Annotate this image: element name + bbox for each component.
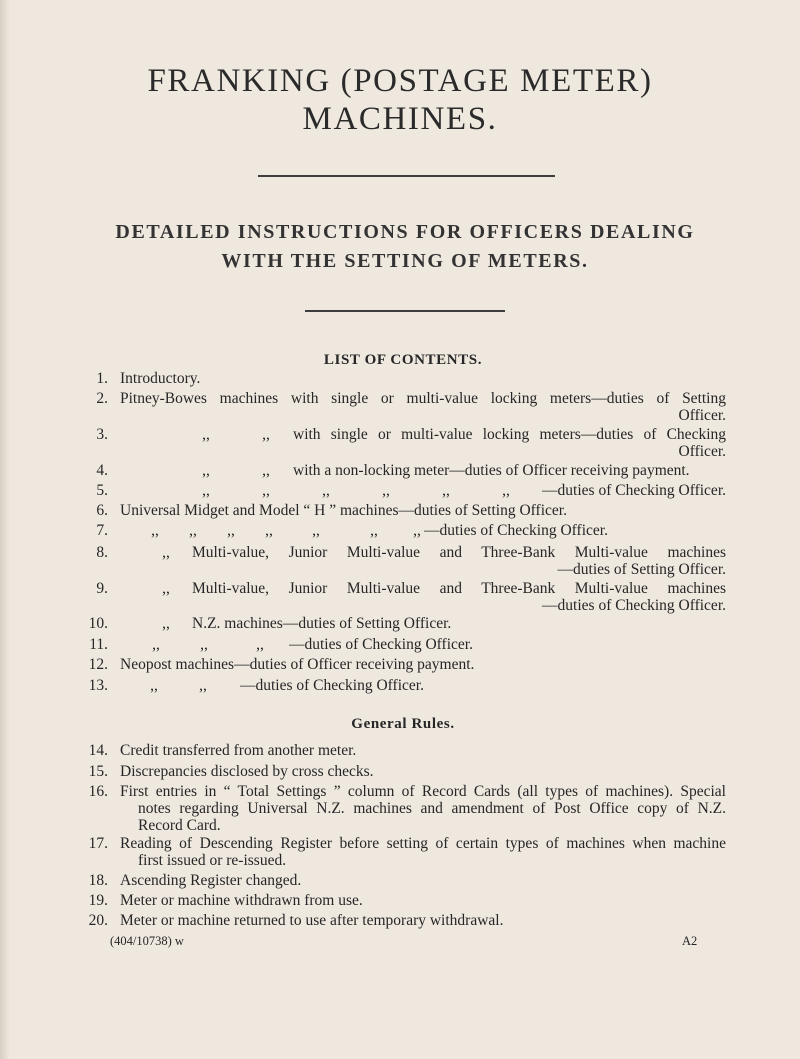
contents-item-10 [80,615,726,632]
item-number: 15. [88,763,108,780]
subtitle-line-2: WITH THE SETTING OF METERS. [221,250,589,272]
item-text: Multi-value, Junior Multi-value and Three-Bank Multi-value machines [192,580,726,597]
ditto-mark: ,, [262,482,270,499]
contents-item-12 [80,656,726,673]
item-number: 5. [96,482,108,499]
contents-item-11 [80,636,726,653]
ditto-mark: ,, [162,615,170,632]
item-text: Meter or machine returned to use after temporary withdrawal. [120,912,504,929]
contents-item-3 [80,426,726,460]
item-number: 10. [88,615,108,632]
item-text: —duties of Checking Officer. [424,522,608,539]
item-number: 13. [88,677,108,694]
item-number: 8. [96,544,108,561]
ditto-mark: ,, [256,636,264,653]
contents-heading: LIST OF CONTENTS. [323,352,483,368]
item-number: 9. [96,580,108,597]
ditto-mark: ,, [202,426,210,443]
item-number: 7. [96,522,108,539]
item-text: with single or multi-value locking meters—duties of Checking [293,426,726,443]
print-reference: (404/10738) w [110,934,184,948]
rules-item-16 [80,783,726,834]
ditto-mark: ,, [227,522,235,539]
item-number: 19. [88,892,108,909]
rules-item-18 [80,872,726,889]
rules-item-19 [80,892,726,909]
item-text-continued: first issued or re-issued. [138,852,287,869]
item-text-continued: Officer. [678,407,726,424]
ditto-mark: ,, [162,580,170,597]
rules-item-14 [80,742,726,759]
item-text: Ascending Register changed. [120,872,302,889]
item-text: Neopost machines—duties of Officer receiving payment. [120,656,475,673]
ditto-mark: ,, [262,426,270,443]
contents-item-5 [80,482,726,499]
item-text: Meter or machine withdrawn from use. [120,892,363,909]
ditto-mark: ,, [502,482,510,499]
item-text: —duties of Checking Officer. [289,636,473,653]
item-text: Pitney-Bowes machines with single or multi-value locking meters—duties of Setting [120,390,726,407]
ditto-mark: ,, [312,522,320,539]
document-title [0,62,800,138]
contents-item-9 [80,580,726,614]
title-rule [258,175,555,177]
ditto-mark: ,, [202,462,210,479]
contents-item-4 [80,462,726,479]
ditto-mark: ,, [262,462,270,479]
item-text-continued: —duties of Checking Officer. [542,597,726,614]
ditto-mark: ,, [152,636,160,653]
ditto-mark: ,, [382,482,390,499]
item-number: 11. [89,636,108,653]
ditto-mark: ,, [265,522,273,539]
contents-item-7 [80,522,726,539]
ditto-mark: ,, [202,482,210,499]
item-text-continued: Officer. [678,443,726,460]
rules-item-20 [80,912,726,929]
item-text: —duties of Checking Officer. [542,482,726,499]
ditto-mark: ,, [189,522,197,539]
ditto-mark: ,, [413,522,421,539]
document-subtitle [0,218,800,276]
contents-item-1 [80,370,726,387]
item-number: 20. [88,912,108,929]
item-number: 12. [88,656,108,673]
item-text: Reading of Descending Register before setting of certain types of machines when machine [120,835,726,852]
item-text: N.Z. machines—duties of Setting Officer. [192,615,452,632]
item-text: Credit transferred from another meter. [120,742,357,759]
general-rules-heading: General Rules. [351,716,455,732]
ditto-mark: ,, [150,677,158,694]
contents-item-2 [80,390,726,424]
item-text-continued-2: Record Card. [138,817,221,834]
item-number: 2. [96,390,108,407]
item-number: 3. [96,426,108,443]
rules-item-17 [80,835,726,869]
subtitle-rule [305,310,505,312]
ditto-mark: ,, [151,522,159,539]
ditto-mark: ,, [370,522,378,539]
item-number: 6. [96,502,108,519]
contents-item-13 [80,677,726,694]
ditto-mark: ,, [199,677,207,694]
ditto-mark: ,, [162,544,170,561]
item-number: 4. [96,462,108,479]
subtitle-line-1: DETAILED INSTRUCTIONS FOR OFFICERS DEALING [115,221,695,243]
item-number: 1. [96,370,108,387]
item-text: Discrepancies disclosed by cross checks. [120,763,374,780]
item-number: 17. [88,835,108,852]
item-text: with a non-locking meter—duties of Officer receiving payment. [293,462,690,479]
page-edge-shadow [0,0,10,1059]
title-line-1: FRANKING (POSTAGE METER) [147,63,653,99]
item-text-continued: notes regarding Universal N.Z. machines and amendment of Post Office copy of N.Z. [138,800,726,817]
ditto-mark: ,, [200,636,208,653]
ditto-marks [80,522,726,539]
item-text: Introductory. [120,370,201,387]
item-number: 16. [88,783,108,800]
contents-item-6 [80,502,726,519]
signature-mark: A2 [682,934,698,948]
title-line-2: MACHINES. [302,101,498,137]
ditto-mark: ,, [442,482,450,499]
item-number: 14. [88,742,108,759]
ditto-mark: ,, [322,482,330,499]
contents-item-8 [80,544,726,578]
item-text-continued: —duties of Setting Officer. [557,561,726,578]
item-number: 18. [88,872,108,889]
rules-item-15 [80,763,726,780]
item-text: Multi-value, Junior Multi-value and Three-Bank Multi-value machines [192,544,726,561]
item-text: First entries in “ Total Settings ” column of Record Cards (all types of machines). Special [120,783,726,800]
item-text: Universal Midget and Model “ H ” machines—duties of Setting Officer. [120,502,567,519]
item-text: —duties of Checking Officer. [240,677,424,694]
